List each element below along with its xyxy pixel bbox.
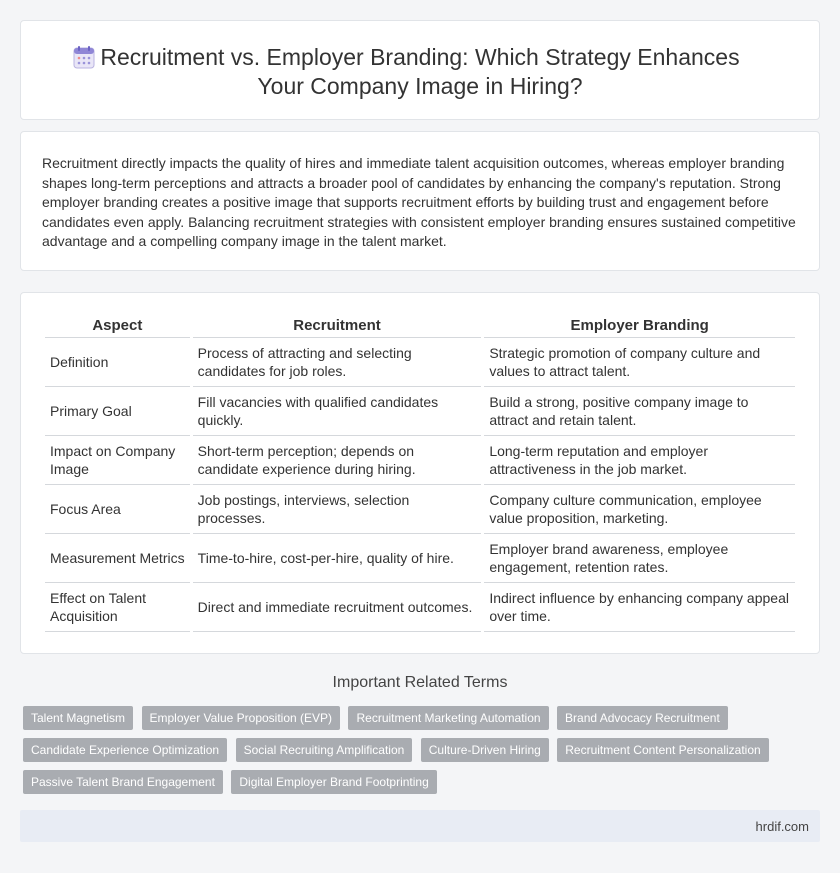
table-row <box>45 387 795 436</box>
related-term-tag[interactable]: Culture-Driven Hiring <box>421 738 549 762</box>
column-header: Aspect <box>45 313 190 338</box>
related-term-tag[interactable]: Candidate Experience Optimization <box>23 738 227 762</box>
table-cell: Process of attracting and selecting candidates for job roles. <box>193 338 482 387</box>
table-row <box>45 485 795 534</box>
table-cell: Focus Area <box>45 485 190 534</box>
related-term-tag[interactable]: Talent Magnetism <box>23 706 133 730</box>
table-cell: Short-term perception; depends on candidate experience during hiring. <box>193 436 482 485</box>
related-terms-title: Important Related Terms <box>332 674 508 691</box>
intro-paragraph: Recruitment directly impacts the quality of hires and immediate talent acquisition outcomes, whereas employer branding shapes long-term perceptions and attracts a broader pool of candidates by enhancing the company's reputation. Strong employer branding creates a positive image that supports recruitment efforts by building trust and engagement before candidates even apply. Balancing recruitment strategies with consistent employer branding ensures sustained competitive advantage and a compelling company image in the talent market. <box>42 155 796 250</box>
related-term-tag[interactable]: Recruitment Marketing Automation <box>348 706 548 730</box>
table-cell: Primary Goal <box>45 387 190 436</box>
table-row <box>45 583 795 632</box>
table-cell: Build a strong, positive company image to attract and retain talent. <box>484 387 795 436</box>
table-cell: Employer brand awareness, employee engagement, retention rates. <box>484 534 795 583</box>
table-row <box>45 436 795 485</box>
related-term-tag[interactable]: Employer Value Proposition (EVP) <box>142 706 341 730</box>
column-header: Recruitment <box>193 313 482 338</box>
table-row <box>45 338 795 387</box>
table-row <box>45 534 795 583</box>
related-term-tag[interactable]: Passive Talent Brand Engagement <box>23 770 223 794</box>
table-cell: Impact on Company Image <box>45 436 190 485</box>
table-cell: Strategic promotion of company culture and values to attract talent. <box>484 338 795 387</box>
table-cell: Time-to-hire, cost-per-hire, quality of hire. <box>193 534 482 583</box>
table-cell: Job postings, interviews, selection processes. <box>193 485 482 534</box>
table-cell: Definition <box>45 338 190 387</box>
related-term-tag[interactable]: Digital Employer Brand Footprinting <box>231 770 436 794</box>
footer <box>20 810 820 842</box>
header-card <box>20 20 820 120</box>
table-header-row <box>45 313 795 338</box>
comparison-table-card <box>20 292 820 654</box>
table-cell: Measurement Metrics <box>45 534 190 583</box>
intro-card <box>20 131 820 271</box>
table-cell: Fill vacancies with qualified candidates quickly. <box>193 387 482 436</box>
table-cell: Indirect influence by enhancing company appeal over time. <box>484 583 795 632</box>
table-cell: Direct and immediate recruitment outcomes. <box>193 583 482 632</box>
related-term-tag[interactable]: Brand Advocacy Recruitment <box>557 706 728 730</box>
footer-site-link[interactable]: hrdif.com <box>755 819 809 834</box>
comparison-table <box>42 313 798 632</box>
related-terms-list <box>23 706 823 802</box>
column-header: Employer Branding <box>484 313 795 338</box>
related-term-tag[interactable]: Social Recruiting Amplification <box>236 738 413 762</box>
table-cell: Company culture communication, employee value proposition, marketing. <box>484 485 795 534</box>
page-title: Recruitment vs. Employer Branding: Which Strategy Enhances Your Company Image in Hiring? <box>100 44 740 99</box>
related-term-tag[interactable]: Recruitment Content Personalization <box>557 738 768 762</box>
table-cell: Effect on Talent Acquisition <box>45 583 190 632</box>
table-cell: Long-term reputation and employer attractiveness in the job market. <box>484 436 795 485</box>
